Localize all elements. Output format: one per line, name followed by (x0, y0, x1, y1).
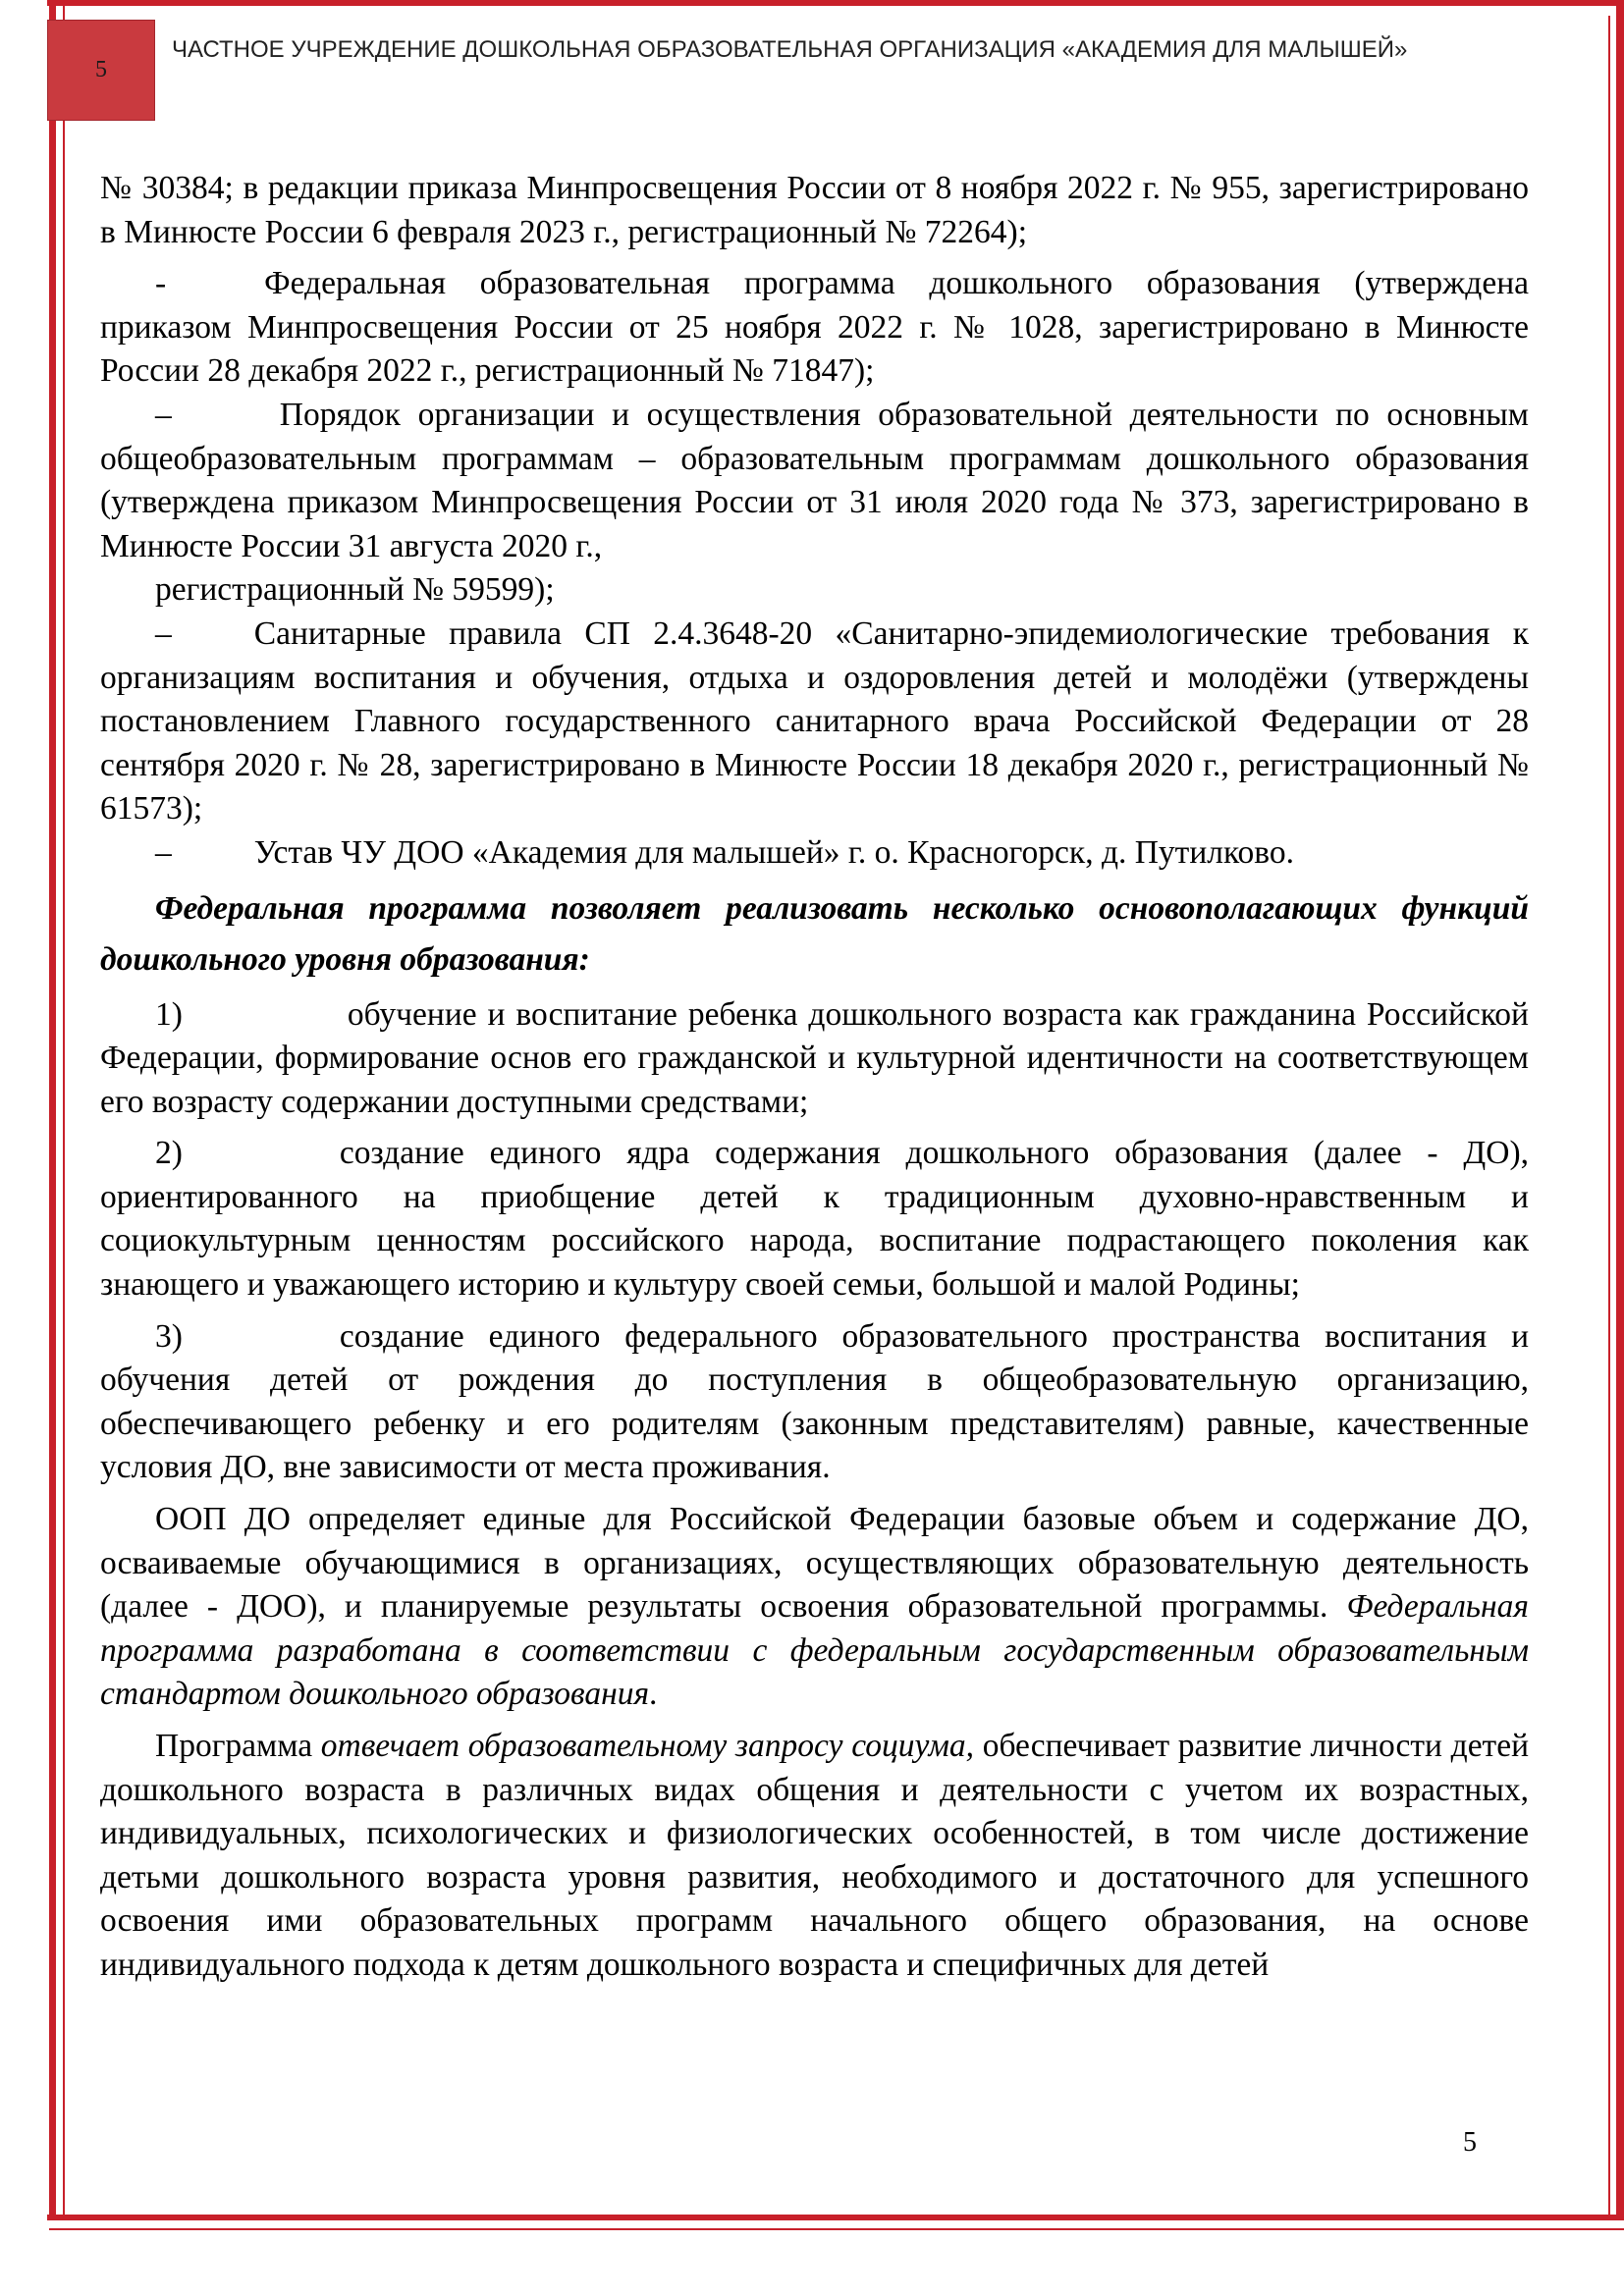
list-item-charter (100, 831, 1529, 876)
list-item-sanitary-rules (100, 613, 1529, 831)
list-marker: – (155, 396, 172, 433)
list-marker: – (155, 833, 172, 871)
function-text: создание единого ядра содержания дошкольного образования (далее - ДО), ориентированного на приобщение детей к традиционным духовно-нравственным и социокультурным ценностям российского народа, воспитание подрастающего поколения как знающего и уважающего историю и культуру своей семьи, большой и малой Родины; (100, 1135, 1529, 1304)
function-marker: 1) (155, 995, 183, 1033)
paragraph-oop-do (100, 1498, 1529, 1717)
function-text: создание единого федерального образовательного пространства воспитания и обучения детей от рождения до поступления в общеобразовательную организацию, обеспечивающего ребенку и его родителям (законным представителям) равные, качественные условия ДО, вне зависимости от места проживания. (100, 1317, 1529, 1486)
document-body (100, 167, 1529, 1988)
oop-italic-text: Федеральная программа разработана в соответствии с федеральным государственным образовательным стандартом дошкольного образования (100, 1588, 1529, 1713)
list-item-text: Устав ЧУ ДОО «Академия для малышей» г. о. Красногорск, д. Путилково. (253, 833, 1295, 871)
oop-text: ООП ДО определяет единые для Российской Федерации базовые объем и содержание ДО, осваиваемые обучающимися в организациях, осуществляющих образовательную деятельность (далее - ДОО), и планируемые результаты освоения образовательной программы. (100, 1501, 1529, 1626)
program-rest: обеспечивает развитие личности детей дошкольного возраста в различных видах общения и деятельности с учетом их возрастных, индивидуальных, психологических и физиологических особенностей, в том числе достижение детьми дошкольного возраста уровня развития, необходимого и достаточного для успешного освоения ими образовательных программ начального общего образования, на основе индивидуального подхода к детям дошкольного возраста и специфичных для детей (100, 1728, 1529, 1983)
list-item-procedure-tail: регистрационный № 59599); (155, 571, 555, 609)
list-item-text: Федеральная образовательная программа дошкольного образования (утверждена приказом Минпросвещения России от 25 ноября 2022 г. № 1028, зарегистрировано в Минюсте России 28 декабря 2022 г., регистрационный № 71847); (100, 265, 1529, 390)
frame-inner-border-right (1608, 16, 1610, 2215)
frame-border-left (49, 0, 56, 2220)
frame-border-right (1616, 0, 1624, 2218)
organization-title: ЧАСТНОЕ УЧРЕЖДЕНИЕ ДОШКОЛЬНАЯ ОБРАЗОВАТЕЛЬНАЯ ОРГАНИЗАЦИЯ «АКАДЕМИЯ ДЛЯ МАЛЫШЕЙ» (172, 36, 1408, 63)
program-italic-text: отвечает образовательному запросу социума, (320, 1728, 975, 1764)
list-marker: – (155, 614, 172, 652)
function-item-3 (100, 1315, 1529, 1490)
function-item-2 (100, 1132, 1529, 1307)
function-marker: 2) (155, 1135, 183, 1172)
list-marker: - (155, 265, 167, 302)
footer-page-number: 5 (1463, 2127, 1477, 2158)
oop-end: . (649, 1676, 658, 1713)
list-item-federal-program (100, 262, 1529, 394)
list-item-text: Порядок организации и осуществления образовательной деятельности по основным общеобразовательным программам – образовательным программам дошкольного образования (утверждена приказом Минпросвещения России от 31 июля 2020 года № 373, зарегистрировано в Минюсте России 31 августа 2020 г., (100, 396, 1529, 564)
page-badge-number: 5 (95, 57, 107, 82)
paragraph-program (100, 1725, 1529, 1988)
function-text: обучение и воспитание ребенка дошкольного возраста как гражданина Российской Федерации, формирование основ его гражданской и культурной идентичности на соответствующем его возрасту содержании доступными средствами; (100, 995, 1529, 1120)
paragraph-order-continuation: № 30384; в редакции приказа Минпросвещения России от 8 ноября 2022 г. № 955, зарегистрировано в Минюсте России 6 февраля 2023 г., регистрационный № 72264); (100, 170, 1529, 250)
page-badge (47, 20, 155, 121)
function-item-1 (100, 993, 1529, 1125)
frame-inner-border-bottom (49, 2228, 1624, 2230)
frame-border-top (47, 0, 1624, 6)
frame-inner-border-left (63, 0, 65, 2220)
list-item-procedure (100, 394, 1529, 568)
list-item-text: Санитарные правила СП 2.4.3648-20 «Санитарно-эпидемиологические требования к организациям воспитания и обучения, отдыха и оздоровления детей и молодёжи (утверждены постановлением Главного государственного санитарного врача Российской Федерации от 28 сентября 2020 г. № 28, зарегистрировано в Минюсте России 18 декабря 2020 г., регистрационный № 61573); (100, 614, 1529, 828)
section-heading: Федеральная программа позволяет реализовать несколько основополагающих функций дошкольного уровня образования: (100, 889, 1529, 978)
function-marker: 3) (155, 1317, 183, 1355)
program-start: Программа (155, 1728, 313, 1764)
frame-border-bottom (47, 2215, 1624, 2220)
